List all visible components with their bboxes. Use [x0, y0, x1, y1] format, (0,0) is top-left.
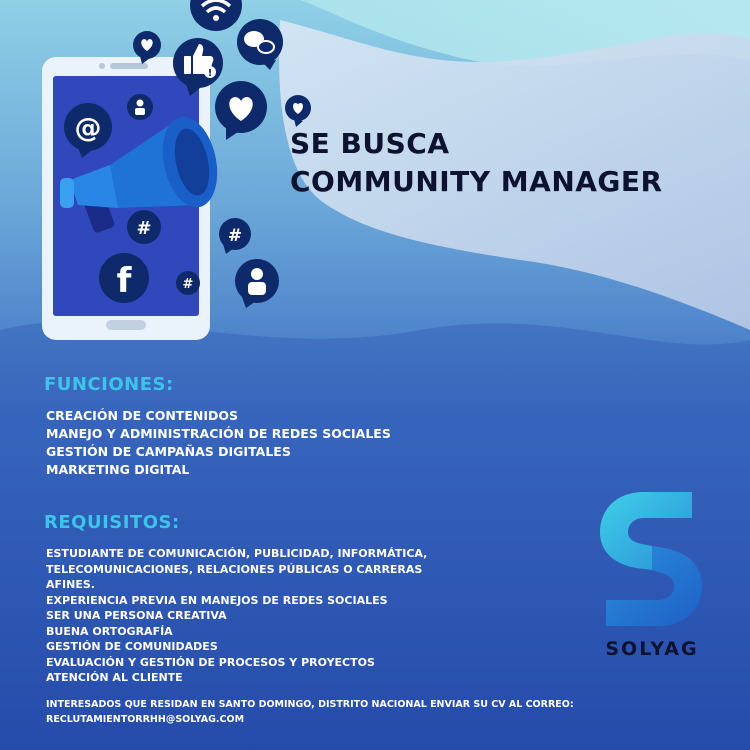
list-item: ESTUDIANTE DE COMUNICACIÓN, PUBLICIDAD, INFORMÁTICA, [46, 547, 428, 560]
list-item: AFINES. [46, 578, 95, 591]
requisitos-heading: REQUISITOS: [44, 512, 180, 533]
svg-text:#: # [227, 226, 243, 246]
hashtag-icon [219, 218, 251, 254]
list-item: GESTIÓN DE CAMPAÑAS DIGITALES [46, 444, 291, 459]
page-title [290, 125, 663, 201]
heart-icon [215, 81, 267, 140]
svg-text:#: # [136, 218, 152, 239]
funciones-heading: FUNCIONES: [44, 374, 174, 395]
requisitos-list [46, 546, 427, 686]
person-icon [235, 259, 279, 308]
list-item: EVALUACIÓN Y GESTIÓN DE PROCESOS Y PROYECTOS [46, 655, 375, 669]
facebook-icon [99, 253, 149, 303]
svg-text:@: @ [74, 113, 102, 144]
list-item: MANEJO Y ADMINISTRACIÓN DE REDES SOCIALES [46, 426, 391, 441]
title-line-2: COMMUNITY MANAGER [290, 165, 663, 198]
svg-text:!: ! [207, 68, 213, 79]
list-item: CREACIÓN DE CONTENIDOS [46, 408, 238, 423]
person-icon [127, 94, 153, 120]
heart-icon [285, 95, 311, 127]
svg-text:#: # [182, 277, 194, 292]
title-line-1: SE BUSCA [290, 127, 450, 160]
list-item: GESTIÓN DE COMUNIDADES [46, 640, 218, 653]
list-item: BUENA ORTOGRAFÍA [46, 624, 173, 638]
contact-email: RECLUTAMIENTORRHH@SOLYAG.COM [46, 714, 245, 725]
solyag-logo-icon [592, 486, 712, 636]
list-item: SER UNA PERSONA CREATIVA [46, 609, 227, 622]
list-item: EXPERIENCIA PREVIA EN MANEJOS DE REDES SOCIALES [46, 593, 388, 607]
list-item: TELECOMUNICACIONES, RELACIONES PÚBLICAS O CARRERAS [46, 562, 423, 576]
hashtag-icon [176, 271, 200, 295]
list-item: MARKETING DIGITAL [46, 462, 190, 477]
svg-text:f: f [116, 261, 132, 301]
logo-wordmark: SOLYAG [605, 638, 699, 660]
contact-instructions: INTERESADOS QUE RESIDAN EN SANTO DOMINGO, DISTRITO NACIONAL ENVIAR SU CV AL CORREO: [46, 699, 574, 710]
wifi-icon [190, 0, 242, 31]
chat-icon [237, 19, 283, 70]
funciones-list [46, 407, 391, 479]
contact-info [46, 697, 574, 727]
list-item: ATENCIÓN AL CLIENTE [46, 671, 183, 684]
hashtag-icon [127, 210, 161, 244]
